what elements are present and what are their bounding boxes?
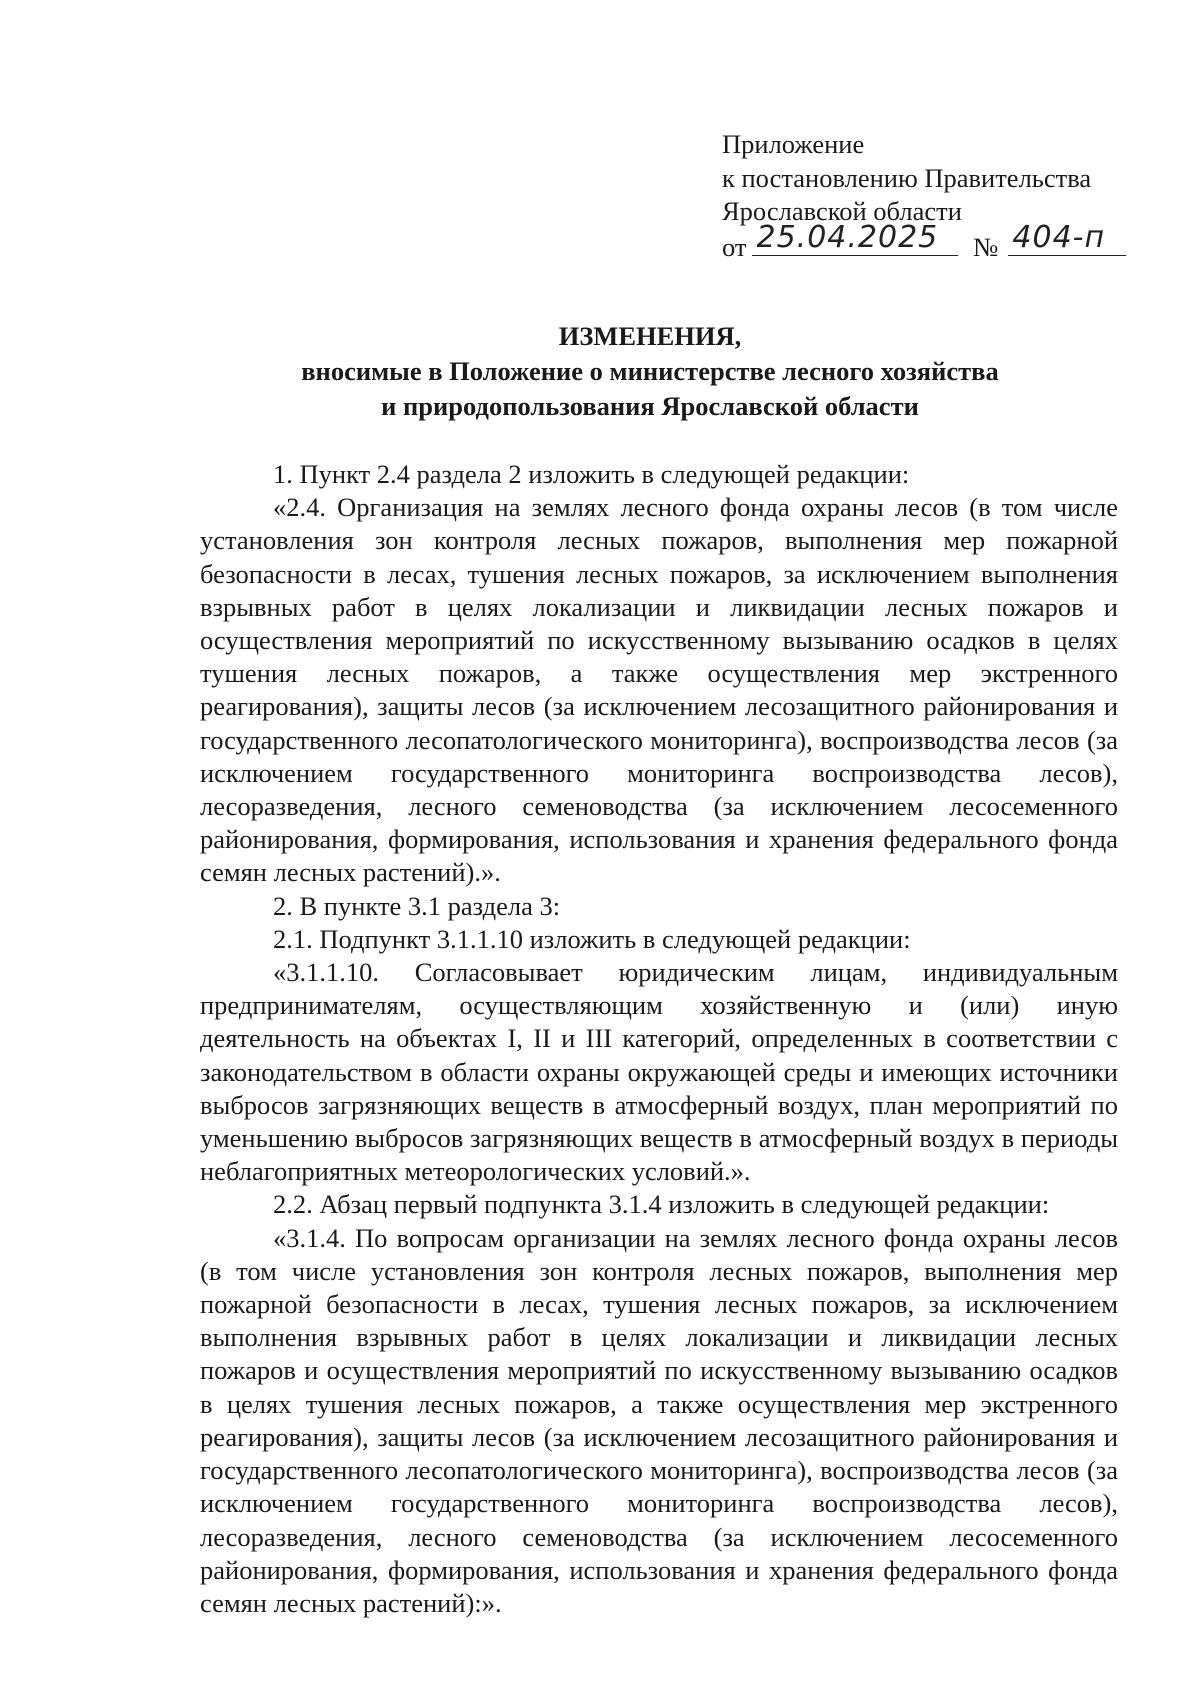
document-subtitle-line-1: вносимые в Положение о министерстве лесного хозяйства	[301, 356, 999, 386]
paragraph: 1. Пункт 2.4 раздела 2 изложить в следующей редакции:	[273, 459, 910, 489]
appendix-line-2: к постановлению Правительства	[722, 162, 1092, 193]
paragraph: 2.2. Абзац первый подпункта 3.1.4 изложить в следующей редакции:	[273, 1189, 1050, 1220]
appendix-block	[722, 128, 1126, 264]
appendix-line-1: Приложение	[722, 129, 865, 159]
date-field	[752, 219, 958, 256]
paragraph: 2.1. Подпункт 3.1.1.10 изложить в следующей редакции:	[273, 923, 911, 954]
date-prefix: от	[722, 231, 747, 262]
appendix-date-line	[722, 219, 1126, 265]
paragraph: «2.4. Организация на землях лесного фонда охраны лесов (в том числе установления зон контроля лесных пожаров, выполнения мер пожарной безопасности в лесах, тушения лесных пожаров, за исключением выполнения взрывных работ в целях локализации и ликвидации лесных пожаров и осуществления мероприятий по искусственному вызыванию осадков в целях тушения лесных пожаров, а также осуществления мер экстренного реагирования), защиты лесов (за исключением лесозащитного районирования и государственного лесопатологического мониторинга), воспроизводства лесов (за исключением государственного мониторинга воспроизводства лесов), лесоразведения, лесного семеноводства (за исключением лесосеменного районирования, формирования, использования и хранения федерального фонда семян лесных растений).».	[200, 492, 1118, 888]
paragraph: «3.1.1.10. Согласовывает юридическим лицам, индивидуальным предпринимателям, осуществляющим хозяйственную и (или) иную деятельность на объектах I, II и III категорий, определенных в соответствии с законодательством в области охраны окружающей среды и имеющих источники выбросов загрязняющих веществ в атмосферный воздух, план мероприятий по уменьшению выбросов загрязняющих веществ в атмосферный воздух в периоды неблагоприятных метеорологических условий.».	[200, 957, 1118, 1187]
handwritten-number: 404-п	[1012, 219, 1106, 255]
document-subtitle-line-2: и природопользования Ярославской области	[381, 391, 919, 421]
number-prefix: №	[973, 231, 999, 262]
paragraph: «3.1.4. По вопросам организации на землях лесного фонда охраны лесов (в том числе установления зон контроля лесных пожаров, выполнения мер пожарной безопасности в лесах, тушения лесных пожаров, за исключением выполнения взрывных работ в целях локализации и ликвидации лесных пожаров и осуществления мероприятий по искусственному вызыванию осадков в целях тушения лесных пожаров, а также осуществления мер экстренного реагирования), защиты лесов (за исключением лесозащитного районирования и государственного лесопатологического мониторинга), воспроизводства лесов (за исключением государственного мониторинга воспроизводства лесов), лесоразведения, лесного семеноводства (за исключением лесосеменного районирования, формирования, использования и хранения федерального фонда семян лесных растений):».	[200, 1222, 1118, 1618]
paragraph: 2. В пункте 3.1 раздела 3:	[273, 890, 561, 921]
document-body	[200, 458, 1118, 1620]
document-title: ИЗМЕНЕНИЯ,	[558, 321, 742, 351]
handwritten-date: 25.04.2025	[756, 219, 939, 255]
number-field	[1008, 219, 1126, 256]
appendix-line-3: Ярославской области	[722, 196, 962, 226]
